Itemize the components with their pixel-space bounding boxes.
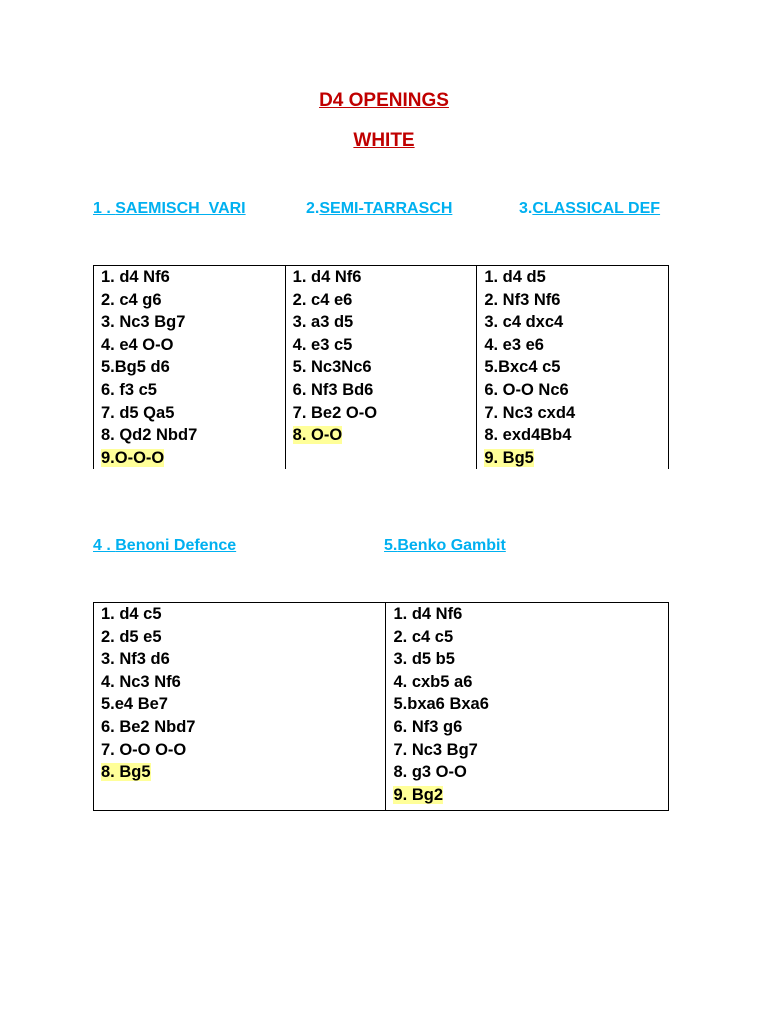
final-move-line — [484, 447, 668, 470]
move-line: 1. d4 Nf6 — [101, 268, 170, 286]
opening-heading-semi-tarrasch — [306, 200, 452, 218]
move-line: 7. Nc3 cxd4 — [484, 403, 576, 422]
heading-name: CLASSICAL DEF — [532, 200, 661, 217]
heading-number: 4 . — [93, 537, 116, 554]
opening-heading-classical — [519, 200, 660, 218]
move-line: 7. Be2 O-O — [292, 403, 378, 422]
moves-table-1 — [93, 265, 669, 469]
move-line: 2. d5 e5 — [101, 627, 162, 646]
move-line: 1. d4 Nf6 — [292, 268, 362, 286]
final-move-line — [101, 447, 285, 470]
heading-number: 1 . — [93, 200, 116, 217]
move-line: 5.Bg5 d6 — [101, 358, 170, 377]
move-line: 8. exd4Bb4 — [484, 426, 572, 445]
move-line: 2. c4 g6 — [101, 290, 162, 309]
highlighted-move: 8. Bg5 — [101, 763, 151, 782]
move-line: 6. Nf3 g6 — [393, 717, 463, 736]
page-subtitle: WHITE — [353, 130, 415, 151]
highlighted-move: 9. Bg5 — [484, 448, 534, 467]
move-line: 6. O-O Nc6 — [484, 380, 569, 399]
final-move-line — [101, 761, 385, 784]
move-line: 6. Be2 Nbd7 — [101, 717, 196, 736]
heading-name: SEMI-TARRASCH — [319, 200, 453, 217]
move-line: 1. d4 c5 — [101, 605, 162, 623]
highlighted-move: 9. Bg2 — [393, 785, 444, 804]
move-line: 6. Nf3 Bd6 — [292, 380, 374, 399]
heading-name: Benko Gambit — [397, 537, 506, 554]
move-line: 4. e4 O-O — [101, 335, 174, 354]
move-line: 4. e3 c5 — [292, 335, 353, 354]
move-line: 5.e4 Be7 — [101, 695, 168, 714]
move-line: 2. Nf3 Nf6 — [484, 290, 561, 309]
highlighted-move: 8. O-O — [292, 426, 343, 445]
final-move-line — [293, 424, 477, 447]
move-line: 3. d5 b5 — [393, 650, 455, 669]
move-line: 4. cxb5 a6 — [393, 672, 473, 691]
move-line: 5.bxa6 Bxa6 — [393, 695, 489, 714]
move-line: 5.Bxc4 c5 — [484, 358, 561, 377]
heading-name: SAEMISCH VARI — [115, 200, 246, 217]
move-line: 2. c4 e6 — [292, 290, 353, 309]
move-line: 7. O-O O-O — [101, 740, 187, 759]
move-line: 4. Nc3 Nf6 — [101, 672, 181, 691]
move-line: 8. Qd2 Nbd7 — [101, 426, 198, 445]
heading-number: 2. — [306, 200, 320, 217]
heading-number: 5. — [384, 537, 398, 554]
opening-heading-benoni — [93, 537, 236, 555]
move-line: 7. d5 Qa5 — [101, 403, 175, 422]
moves-table-2 — [93, 602, 669, 811]
moves-column-benoni — [94, 603, 386, 811]
heading-number: 3. — [519, 200, 533, 217]
highlighted-move: 9.O-O-O — [101, 448, 165, 467]
move-line: 3. a3 d5 — [292, 313, 354, 332]
move-line: 6. f3 c5 — [101, 380, 157, 399]
move-line: 3. Nf3 d6 — [101, 650, 170, 669]
move-line: 5. Nc3Nc6 — [292, 358, 372, 377]
move-line: 8. g3 O-O — [393, 763, 467, 782]
moves-column-semi-tarrasch — [285, 266, 477, 470]
move-line: 2. c4 c5 — [393, 627, 454, 646]
moves-column-saemisch — [94, 266, 286, 470]
opening-heading-saemisch — [93, 200, 246, 218]
move-line: 7. Nc3 Bg7 — [393, 740, 478, 759]
page-title: D4 OPENINGS — [319, 90, 449, 111]
moves-column-benko — [386, 603, 669, 811]
move-line: 4. e3 e6 — [484, 335, 544, 354]
moves-column-classical — [477, 266, 669, 470]
heading-name: Benoni Defence — [115, 537, 237, 554]
move-line: 3. Nc3 Bg7 — [101, 313, 186, 332]
opening-heading-benko — [384, 537, 506, 555]
move-line: 1. d4 Nf6 — [393, 605, 463, 623]
move-line: 1. d4 d5 — [484, 268, 546, 286]
move-line: 3. c4 dxc4 — [484, 313, 564, 332]
final-move-line — [393, 784, 668, 807]
